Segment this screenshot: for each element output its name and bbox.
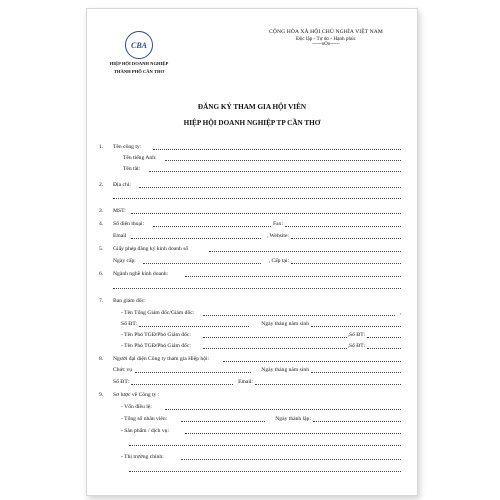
section-number: 5.	[99, 246, 104, 252]
director-phone-field[interactable]	[139, 320, 249, 327]
logo-text: CBA	[130, 40, 147, 50]
deputy-2-phone-field[interactable]	[367, 342, 401, 349]
representative-phone-field[interactable]	[131, 378, 233, 385]
website-field[interactable]	[291, 232, 401, 239]
company-name-field[interactable]	[153, 143, 401, 150]
capital-label: - Vốn điều lệ:	[121, 404, 152, 410]
address-row-2	[99, 192, 401, 200]
deputy-2-name-field[interactable]	[203, 342, 347, 349]
short-name-label: Tên tắt:	[123, 166, 141, 172]
issue-date-field[interactable]	[143, 257, 261, 264]
phone-label: Số điện thoại:	[113, 221, 145, 227]
fax-field[interactable]	[285, 220, 401, 227]
deputy-1-phone-field[interactable]	[367, 331, 401, 338]
position-field[interactable]	[135, 366, 251, 373]
company-overview-row	[99, 391, 401, 399]
license-date-row	[99, 257, 401, 265]
director-phone-label: Số ĐT:	[121, 321, 138, 327]
director-phone-row	[99, 320, 401, 328]
board-row	[99, 297, 401, 305]
english-name-field[interactable]	[165, 154, 401, 161]
section-number: 7.	[99, 298, 104, 304]
comma: ,	[399, 310, 401, 316]
representative-dob-label: Ngày tháng năm sinh	[261, 367, 309, 373]
products-label: - Sản phẩm / dịch vụ:	[121, 428, 170, 434]
products-field-2[interactable]	[129, 439, 401, 446]
national-motto-line1: CỘNG HÒA XÃ HỘI CHỦ NGHĨA VIỆT NAM	[269, 29, 383, 35]
tax-code-field[interactable]	[131, 207, 401, 214]
deputy-phone-label: ,Số ĐT:	[347, 343, 365, 349]
section-number: 3.	[99, 208, 104, 214]
section-number: 9.	[99, 392, 104, 398]
phone-row	[99, 220, 401, 228]
tax-code-row	[99, 207, 401, 215]
address-label: Địa chỉ:	[113, 182, 131, 188]
business-sector-field[interactable]	[185, 270, 401, 277]
tax-code-label: MST:	[113, 208, 126, 214]
staff-field[interactable]	[181, 415, 265, 422]
national-header	[251, 29, 401, 47]
business-sector-row	[99, 270, 401, 278]
national-motto-line3: ------oOo------	[312, 42, 340, 47]
form-title	[87, 99, 417, 131]
phone-field[interactable]	[153, 220, 271, 227]
document-page	[86, 8, 418, 496]
business-sector-field-2[interactable]	[113, 282, 401, 289]
staff-label: - Tổng số nhân viên:	[121, 416, 168, 422]
business-sector-label: Ngành nghề kinh doanh:	[113, 271, 169, 277]
market-label: - Thị trường chính:	[121, 454, 164, 460]
market-row	[99, 453, 401, 461]
fax-label: Fax:	[273, 221, 283, 227]
form-title-line2: HIỆP HỘI DOANH NGHIỆP TP CẦN THƠ	[183, 119, 321, 127]
association-name-line1: HIỆP HỘI DOANH NGHIỆP	[109, 61, 169, 66]
english-name-row	[99, 154, 401, 162]
email-row	[99, 232, 401, 240]
capital-field[interactable]	[165, 403, 401, 410]
founded-field[interactable]	[313, 415, 401, 422]
representative-dob-field[interactable]	[311, 366, 401, 373]
address-field-2[interactable]	[113, 192, 401, 199]
director-dob-field[interactable]	[311, 320, 401, 327]
market-field-2[interactable]	[129, 465, 401, 472]
association-name-line2: THÀNH PHỐ CẦN THƠ	[113, 69, 165, 74]
founded-label: Ngày thành lập:	[275, 416, 311, 422]
section-number: 4.	[99, 221, 104, 227]
representative-title-row	[99, 366, 401, 374]
license-row	[99, 245, 401, 253]
section-number: 1.	[99, 144, 104, 150]
company-overview-label: Sơ lược về Công ty :	[113, 392, 160, 398]
association-header	[109, 31, 169, 75]
license-field[interactable]	[209, 245, 401, 252]
section-number: 6.	[99, 271, 104, 277]
representative-phone-label: Số ĐT:	[113, 379, 130, 385]
representative-name-field[interactable]	[223, 355, 401, 362]
issue-place-field[interactable]	[291, 257, 401, 264]
email-field[interactable]	[131, 232, 261, 239]
website-label: , Website:	[266, 233, 289, 239]
section-number: 8.	[99, 356, 104, 362]
short-name-row	[99, 165, 401, 173]
address-field[interactable]	[139, 181, 401, 188]
issue-date-label: Ngày cấp:	[113, 258, 136, 264]
market-field[interactable]	[181, 453, 401, 460]
representative-contact-row	[99, 378, 401, 386]
section-number: 2.	[99, 182, 104, 188]
director-name-row	[99, 309, 401, 317]
position-label: Chức vụ	[113, 367, 133, 373]
products-row	[99, 427, 401, 435]
capital-row	[99, 403, 401, 411]
business-sector-row-2	[99, 282, 401, 290]
email-label: Email	[113, 233, 127, 239]
company-name-label: Tên công ty:	[113, 144, 142, 150]
market-row-2	[99, 465, 401, 473]
director-dob-label: Ngày tháng năm sinh	[261, 321, 309, 327]
deputy-1-row	[99, 331, 401, 339]
board-label: Ban giám đốc:	[113, 298, 146, 304]
national-motto-line2: Độc lập - Tự do - Hạnh phúc	[296, 36, 356, 42]
representative-email-field[interactable]	[255, 378, 401, 385]
representative-row	[99, 355, 401, 363]
representative-label: Người đại diện Công ty tham gia Hiệp hội:	[113, 356, 210, 362]
deputy-name-label: - Tên Phó TGĐ/Phó Giám đốc:	[121, 332, 191, 338]
products-row-2	[99, 439, 401, 447]
issue-place-label: , Cấp tại:	[268, 258, 289, 264]
deputy-1-name-field[interactable]	[203, 331, 347, 338]
license-label: Giấy phép đăng ký kinh doanh số	[113, 246, 189, 252]
form-title-line1: ĐĂNG KÝ THAM GIA HỘI VIÊN	[197, 103, 307, 111]
staff-row	[99, 415, 401, 423]
short-name-field[interactable]	[149, 165, 401, 172]
address-row	[99, 181, 401, 189]
deputy-2-row	[99, 342, 401, 350]
company-name-row	[99, 143, 401, 151]
director-name-field[interactable]	[203, 309, 395, 316]
english-name-label: Tên tiếng Anh:	[123, 155, 157, 161]
representative-email-label: Email:	[238, 379, 253, 385]
deputy-phone-label: ,Số ĐT:	[347, 332, 365, 338]
director-name-label: - Tên Tổng Giám đốc/Giám đốc:	[121, 310, 195, 316]
products-field[interactable]	[185, 427, 401, 434]
cba-logo	[125, 31, 153, 59]
deputy-name-label: - Tên Phó TGĐ/Phó Giám đốc:	[121, 343, 191, 349]
